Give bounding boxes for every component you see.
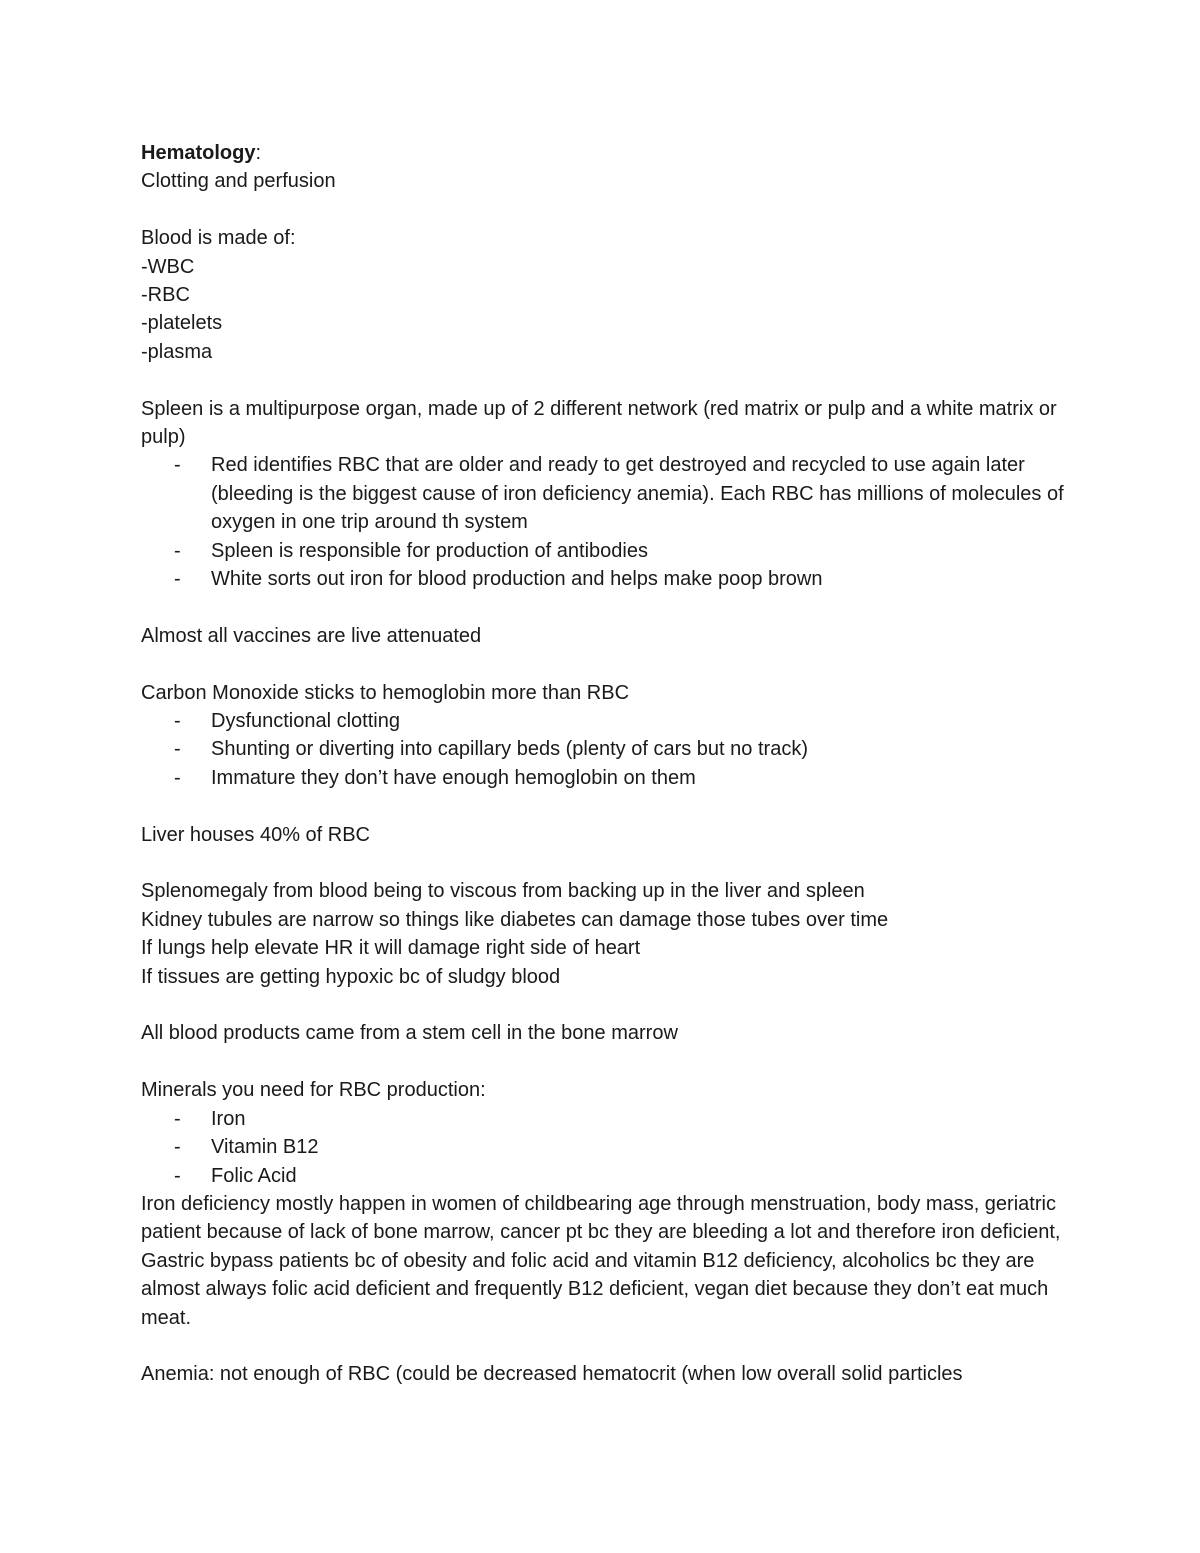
spleen-paragraph: Spleen is a multipurpose organ, made up of 2 different network (red matrix or pulp and a white matrix or pulp) (141, 397, 1057, 449)
list-item (141, 1105, 1071, 1133)
dash-bullet: - (174, 738, 181, 761)
blank-line (141, 593, 1071, 621)
blank-line (141, 991, 1071, 1019)
dash-bullet: - (174, 710, 181, 733)
spleen-bullet-white: White sorts out iron for blood production and helps make poop brown (211, 568, 823, 591)
list-item (141, 1133, 1071, 1161)
mineral-iron: Iron (211, 1107, 246, 1130)
spleen-bullet-list (141, 451, 1071, 593)
blank-line (141, 196, 1071, 224)
kidney-line: Kidney tubules are narrow so things like diabetes can damage those tubes over time (141, 908, 889, 931)
mineral-folic-acid: Folic Acid (211, 1164, 297, 1187)
stem-cell-line: All blood products came from a stem cell in the bone marrow (141, 1022, 678, 1045)
co-bullet-immature: Immature they don’t have enough hemoglobin on them (211, 766, 696, 789)
splenomegaly-line: Splenomegaly from blood being to viscous from backing up in the liver and spleen (141, 880, 865, 903)
blank-line (141, 650, 1071, 678)
dash-bullet: - (174, 1107, 181, 1130)
carbon-monoxide-heading: Carbon Monoxide sticks to hemoglobin more than RBC (141, 681, 630, 704)
iron-deficiency-paragraph: Iron deficiency mostly happen in women of childbearing age through menstruation, body mass, geriatric patient because of lack of bone marrow, cancer pt bc they are bleeding a lot and therefore iron deficient, Gastric bypass patients bc of obesity and folic acid and vitamin B12 deficiency, alcoholics bc they are almost always folic acid deficient and frequently B12 deficient, vegan diet because they don’t eat much meat. (141, 1192, 1061, 1329)
vaccines-line: Almost all vaccines are live attenuated (141, 624, 482, 647)
list-item (141, 565, 1071, 593)
list-item (141, 764, 1071, 792)
list-item (141, 735, 1071, 763)
document-page (141, 139, 1071, 1389)
anemia-line: Anemia: not enough of RBC (could be decreased hematocrit (when low overall solid particles (141, 1363, 963, 1386)
blood-heading: Blood is made of: (141, 227, 296, 250)
minerals-heading: Minerals you need for RBC production: (141, 1079, 486, 1102)
blood-item-plasma: -plasma (141, 340, 213, 363)
list-item (141, 1162, 1071, 1190)
minerals-bullet-list (141, 1105, 1071, 1190)
blank-line (141, 1332, 1071, 1360)
mineral-b12: Vitamin B12 (211, 1136, 319, 1159)
blank-line (141, 792, 1071, 820)
co-bullet-shunting: Shunting or diverting into capillary beds (plenty of cars but no track) (211, 738, 808, 761)
dash-bullet: - (174, 766, 181, 789)
title-text: Hematology (141, 142, 256, 164)
dash-bullet: - (174, 568, 181, 591)
document-title (141, 139, 1071, 167)
spleen-bullet-red: Red identifies RBC that are older and ready to get destroyed and recycled to use again later (bleeding is the biggest cause of iron deficiency anemia). Each RBC has millions of molecules of oxygen in one trip around th system (211, 454, 1064, 534)
dash-bullet: - (174, 539, 181, 562)
document-subtitle: Clotting and perfusion (141, 170, 336, 193)
spleen-bullet-antibodies: Spleen is responsible for production of antibodies (211, 539, 648, 562)
liver-line: Liver houses 40% of RBC (141, 823, 371, 846)
list-item (141, 537, 1071, 565)
tissues-line: If tissues are getting hypoxic bc of sludgy blood (141, 965, 561, 988)
list-item (141, 451, 1071, 536)
carbon-monoxide-bullet-list (141, 707, 1071, 792)
blood-item-platelets: -platelets (141, 312, 223, 335)
blood-item-rbc: -RBC (141, 284, 190, 307)
blank-line (141, 849, 1071, 877)
title-colon: : (255, 142, 262, 164)
co-bullet-clotting: Dysfunctional clotting (211, 710, 400, 733)
dash-bullet: - (174, 1164, 181, 1187)
list-item (141, 707, 1071, 735)
dash-bullet: - (174, 454, 181, 477)
blank-line (141, 366, 1071, 394)
blank-line (141, 1048, 1071, 1076)
blood-item-wbc: -WBC (141, 255, 195, 278)
dash-bullet: - (174, 1136, 181, 1159)
lungs-line: If lungs help elevate HR it will damage right side of heart (141, 937, 641, 960)
